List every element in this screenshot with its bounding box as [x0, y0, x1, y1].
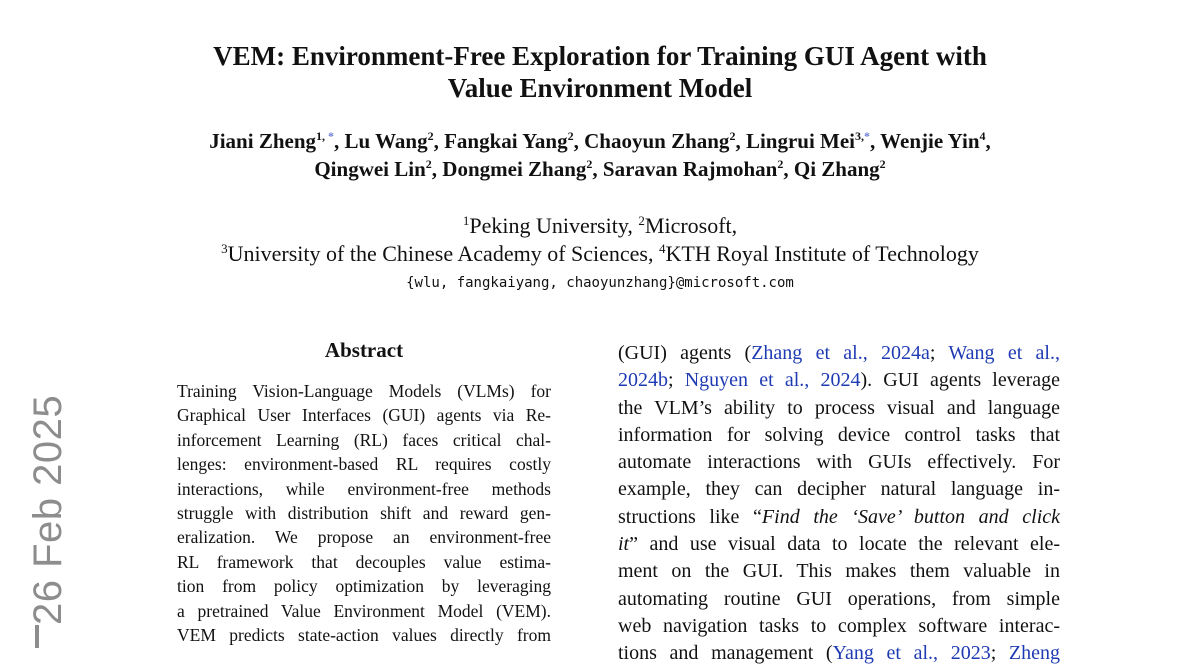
affiliations [0, 212, 1200, 268]
abstract-line: lenges: environment-based RL requires costly [177, 454, 551, 475]
intro-column [618, 340, 1060, 668]
abstract-line: a pretrained Value Environment Model (VEM). [177, 600, 551, 621]
title-line-1: VEM: Environment-Free Exploration for Training GUI Agent with [213, 41, 987, 71]
affiliation-marker: 3 [221, 241, 228, 256]
abstract-line: eralization. We propose an environment-free [177, 527, 551, 548]
author-affil-marker: 2 [879, 157, 886, 171]
author-affil-marker: 4 [979, 129, 986, 143]
author-name: Chaoyun Zhang [584, 129, 730, 153]
arxiv-stamp-bar [35, 625, 39, 648]
author-name: Lu Wang [344, 129, 428, 153]
affiliation-marker: 1 [462, 213, 470, 228]
affiliation-name: Peking University, [469, 213, 639, 238]
affiliation-line-1 [0, 212, 1200, 240]
author-affil-marker: 1, * [316, 129, 335, 143]
abstract-line: struggle with distribution shift and reward gen- [177, 503, 551, 524]
affiliation-name: KTH Royal Institute of Technology [665, 241, 979, 266]
author-affil-marker: 2 [567, 129, 574, 143]
author-affil-marker: 2 [427, 129, 434, 143]
author-affil-marker: 2 [425, 157, 432, 171]
citation-link[interactable]: Nguyen et al., 2024 [684, 369, 861, 392]
author-name: Jiani Zheng [209, 129, 317, 153]
citation-link[interactable]: 2024b [618, 369, 668, 392]
author-name: Lingrui Mei [745, 129, 856, 153]
intro-line: structions like “Find the ‘Save’ button and click [618, 505, 1061, 528]
affiliation-line-2 [0, 240, 1200, 268]
author-name: Fangkai Yang [444, 129, 568, 153]
intro-line: it” and use visual data to locate the relevant ele- [618, 533, 1060, 556]
citation-link[interactable]: Wang et al., [948, 342, 1060, 364]
intro-line: web navigation tasks to complex software interac- [618, 614, 1060, 637]
affiliation-name: Microsoft, [644, 213, 738, 238]
author-affil-marker: 2 [777, 157, 784, 171]
intro-line: example, they can decipher natural language in- [618, 478, 1060, 501]
citation-link[interactable]: Yang et al., 2023 [832, 642, 991, 665]
intro-line: automate interactions with GUIs effectively. For [618, 451, 1060, 474]
intro-line: tions and management (Yang et al., 2023; Zheng [618, 642, 1061, 665]
author-name: Wenjie Yin [880, 129, 980, 153]
arxiv-date: 26 Feb 2025 [26, 394, 70, 625]
intro-line: the VLM’s ability to process visual and language [618, 396, 1060, 419]
author-line-2: Qingwei Lin$^2$, Dongmei Zhang$^2$, Saravan Rajmohan$^2$, Qi Zhang$^2$ [314, 157, 886, 181]
citation-link[interactable]: Zhang et al., 2024a [751, 342, 930, 364]
intro-line: automating routine GUI operations, from simple [618, 587, 1060, 610]
affiliation-name: University of the Chinese Academy of Sciences, [227, 241, 659, 266]
abstract-line: tion from policy optimization by leveraging [177, 576, 551, 597]
title-line-2: Value Environment Model [447, 73, 753, 103]
author-list [0, 127, 1200, 183]
author-affil-marker: 2 [586, 157, 593, 171]
author-name: Qi Zhang [793, 157, 880, 181]
author-affil-marker: 2 [729, 129, 736, 143]
arxiv-stamp [26, 394, 74, 660]
affiliation-marker: 4 [659, 241, 666, 256]
contact-emails: {wlu, fangkaiyang, chaoyunzhang}@microsoft.com [406, 275, 794, 291]
author-name: Dongmei Zhang [442, 157, 587, 181]
abstract-line: interactions, while environment-free methods [177, 478, 551, 499]
abstract-line: Training Vision-Language Models (VLMs) for [177, 381, 551, 401]
author-name: Qingwei Lin [314, 157, 426, 181]
author-affil-marker: 3,* [855, 129, 871, 143]
affiliation-marker: 2 [638, 213, 645, 228]
abstract-line: inforcement Learning (RL) faces critical chal- [177, 429, 551, 450]
abstract-heading: Abstract [324, 338, 404, 362]
author-name: Saravan Rajmohan [602, 157, 778, 181]
intro-line: 2024b; Nguyen et al., 2024). GUI agents leverage [618, 369, 1061, 392]
abstract-line: Graphical User Interfaces (GUI) agents via Re- [177, 405, 551, 426]
citation-link[interactable]: Zheng [1008, 642, 1061, 665]
intro-line: ment on the GUI. This makes them valuable in [618, 560, 1060, 583]
paper-title [0, 40, 1200, 104]
abstract-body [177, 379, 551, 647]
abstract-line: VEM predicts state-action values directly from [177, 625, 551, 646]
abstract-line: RL framework that decouples value estima- [177, 551, 551, 572]
author-line-1: Jiani Zheng$^{1, *}$, Lu Wang$^2$, Fangkai Yang$^2$, Chaoyun Zhang$^2$, Lingrui Mei$^{3,*}$, Wenjie Yin$^4$, [209, 129, 991, 153]
intro-line: information for solving device control tasks that [618, 423, 1060, 446]
intro-line: (GUI) agents (Zhang et al., 2024a; Wang et al., [618, 342, 1060, 364]
